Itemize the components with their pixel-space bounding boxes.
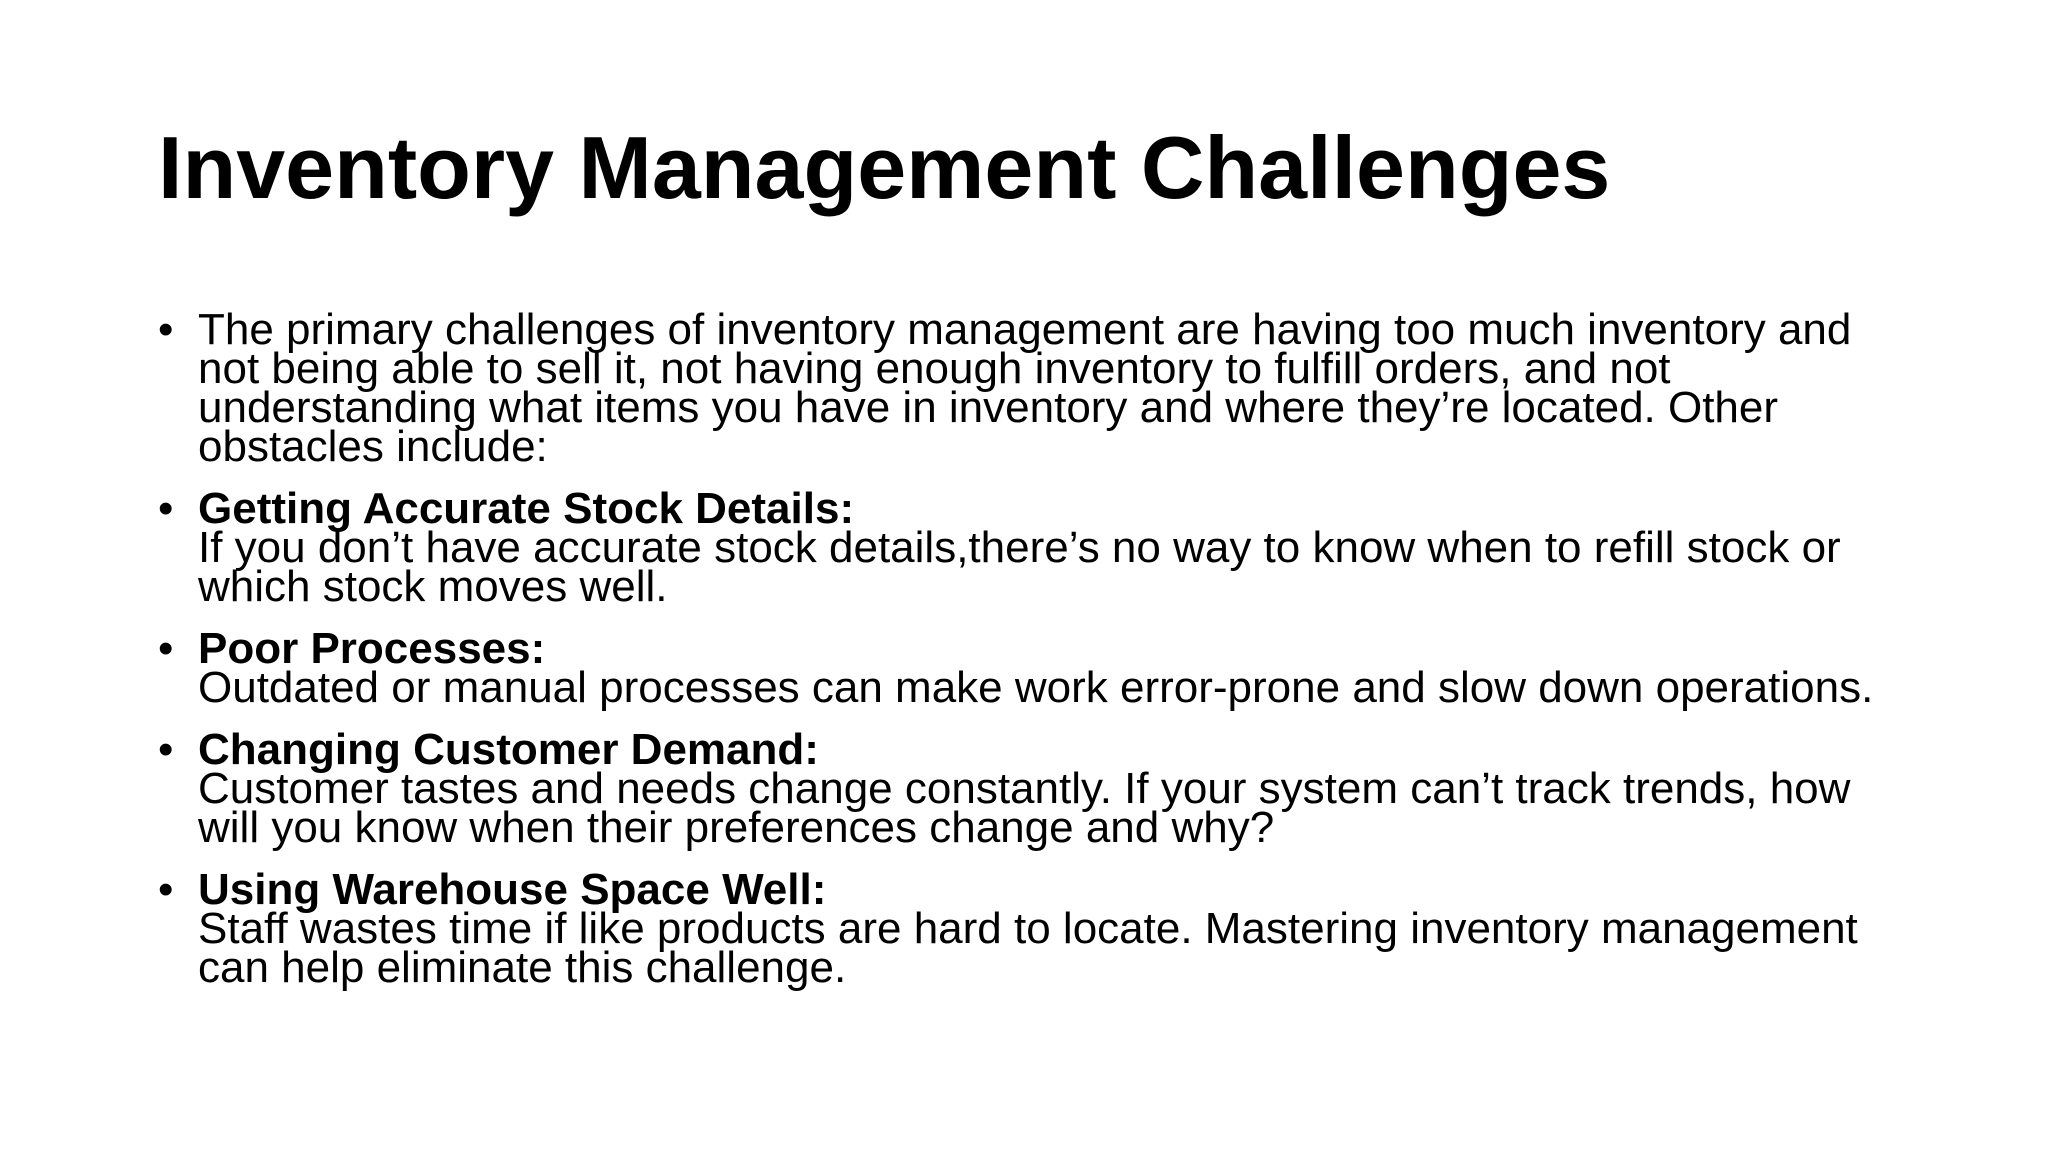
bullet-marker: • — [158, 624, 174, 673]
bullet-marker: • — [158, 865, 174, 914]
slide-title: Inventory Management Challenges — [158, 118, 1611, 217]
bullet-text: If you don’t have accurate stock details,there’s no way to know when to refill stock or which stock moves well. — [198, 523, 1841, 611]
bullet-heading: Using Warehouse Space Well: — [198, 865, 827, 914]
bullet-text: Staff wastes time if like products are hard to locate. Mastering inventory management can help eliminate this challenge. — [198, 904, 1858, 992]
bullet-heading: Changing Customer Demand: — [198, 725, 819, 774]
bullet-marker: • — [158, 305, 174, 354]
bullet-heading: Poor Processes: — [198, 624, 546, 673]
bullet-marker: • — [158, 725, 174, 774]
bullet-warehouse-space — [158, 865, 1918, 992]
bullet-poor-processes — [158, 624, 1918, 712]
bullet-accurate-stock — [158, 484, 1918, 611]
bullet-heading: Getting Accurate Stock Details: — [198, 484, 855, 533]
bullet-customer-demand — [158, 725, 1918, 852]
bullet-intro — [158, 305, 1918, 471]
intro-text: The primary challenges of inventory management are having too much inventory and not being able to sell it, not having enough inventory to fulfill orders, and not understanding what items you have in inventory and where they’re located. Other obstacles include: — [198, 305, 1852, 471]
bullet-list — [158, 305, 1918, 992]
bullet-text: Outdated or manual processes can make work error-prone and slow down operations. — [198, 663, 1874, 712]
bullet-text: Customer tastes and needs change constantly. If your system can’t track trends, how will you know when their preferences change and why? — [198, 764, 1851, 852]
bullet-marker: • — [158, 484, 174, 533]
